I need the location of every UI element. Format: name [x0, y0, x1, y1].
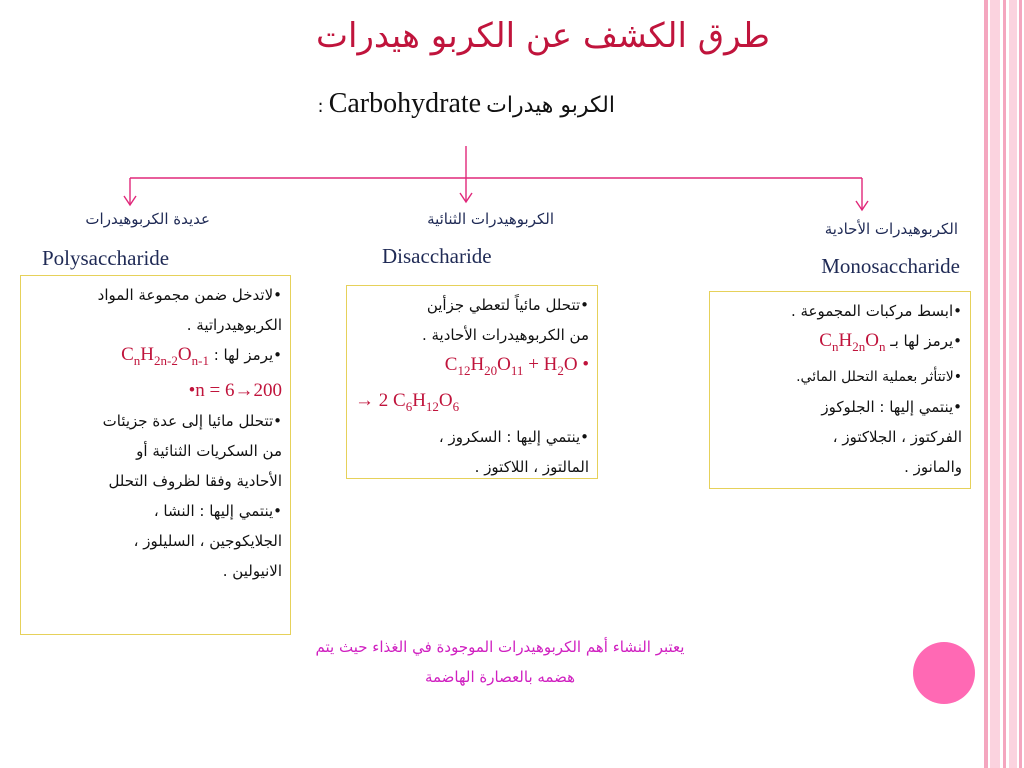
poly-formula: $C_nH_{2n-2}O_{n-1}$ [121, 344, 209, 368]
mono-box [709, 291, 971, 489]
decor-stripe [1009, 0, 1017, 768]
poly-line-8: •ينتمي إليها : النشا ، [153, 501, 282, 520]
decor-stripe [984, 0, 988, 768]
mono-heading-en: Monosaccharide [821, 254, 960, 278]
footnote-line-1: يعتبر النشاء أهم الكربوهيدرات الموجودة في الغذاء حيث يتم [315, 638, 685, 656]
poly-symbol-label: •يرمز لها : [213, 346, 282, 364]
mono-heading-en-wrap [740, 248, 960, 279]
mono-line-1: •ابسط مركبات المجموعة . [790, 302, 962, 320]
di-heading-ar: الكربوهيدرات الثنائية [427, 210, 554, 228]
di-heading-en-wrap [382, 238, 492, 269]
footnote [240, 632, 760, 692]
di-line-2: من الكربوهيدرات الأحادية . [421, 326, 589, 344]
poly-line-10: الانيولين . [222, 561, 282, 580]
arrowhead-center [460, 193, 472, 202]
mono-formula: $C_nH_{2n}O_n$ [819, 330, 886, 354]
di-equation-part2: → 2 $C_6H_{12}O_6$ [355, 389, 460, 414]
di-line-1: •تتحلل مائياً لتعطي جزأين [426, 296, 589, 314]
poly-heading-en: Polysaccharide [42, 246, 170, 270]
arrowhead-right [856, 201, 868, 210]
mono-line-5: الفركتوز ، الجلاكتوز ، [832, 427, 962, 446]
decor-stripe [1003, 0, 1006, 768]
di-line-5: •ينتمي إليها : السكروز ، [438, 427, 589, 446]
di-heading [360, 210, 554, 228]
mono-heading [760, 220, 958, 238]
mono-symbol-label: •يرمز لها بـ [890, 332, 962, 350]
footnote-line-2: هضمه بالعصارة الهاضمة [424, 668, 576, 686]
di-box [346, 285, 598, 479]
subtitle-arabic: الكربو هيدرات [486, 93, 615, 118]
poly-line-5: •تتحلل مائيا إلى عدة جزيئات [102, 411, 282, 430]
slide-subtitle [195, 88, 615, 120]
di-equation-part1: $C_{12}H_{20}O_{11} + H_2O$ • [444, 354, 589, 378]
di-line-4 [355, 386, 589, 422]
mono-line-6: والمانوز . [904, 457, 962, 476]
mono-heading-ar: الكربوهيدرات الأحادية [824, 220, 958, 238]
poly-heading-en-wrap [42, 240, 169, 271]
di-line-3 [355, 350, 589, 386]
subtitle-english: Carbohydrate [328, 88, 482, 119]
di-heading-en: Disaccharide [382, 244, 492, 268]
di-line-6: المالتوز ، اللاكتوز . [474, 457, 589, 476]
poly-heading [20, 210, 210, 228]
decor-stripe [990, 0, 1000, 768]
poly-line-3 [29, 340, 282, 376]
poly-line-7: الأحادية وفقا لظروف التحلل [108, 471, 282, 490]
mono-line-4: •ينتمي إليها : الجلوكوز [821, 397, 962, 416]
poly-line-9: الجلايكوجين ، السليلوز ، [133, 531, 282, 550]
poly-line-2: الكربوهيدراتية . [186, 316, 282, 334]
slide-title: طرق الكشف عن الكربو هيدرات [316, 16, 770, 56]
decorative-pink-circle [913, 642, 975, 704]
poly-line-4: n = 6→200• [188, 379, 282, 401]
mono-line-2 [718, 326, 962, 362]
arrowhead-left [124, 196, 136, 205]
poly-line-6: من السكريات الثنائية أو [136, 441, 282, 460]
poly-heading-ar: عديدة الكربوهيدرات [85, 210, 210, 228]
subtitle-colon: : [317, 96, 324, 117]
poly-line-1: •لاتدخل ضمن مجموعة المواد [97, 286, 282, 304]
decor-stripe [1019, 0, 1022, 768]
mono-line-3: •لاتتأثر بعملية التحلل المائي. [796, 368, 962, 385]
poly-box [20, 275, 291, 635]
